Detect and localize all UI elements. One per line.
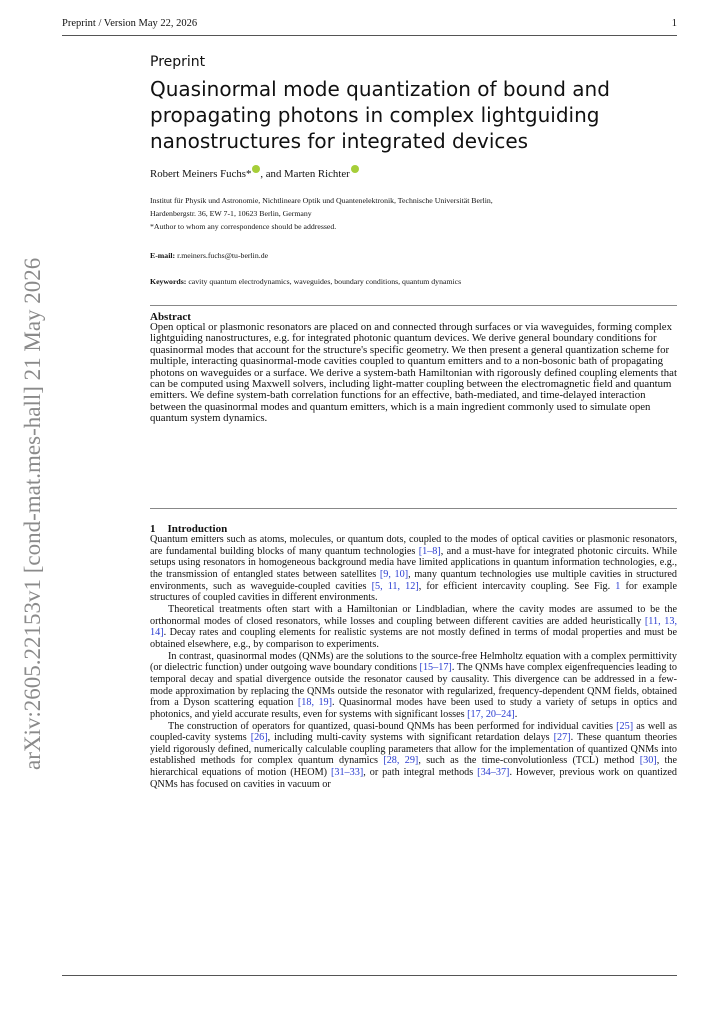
author-list bbox=[150, 165, 677, 180]
introduction-body bbox=[150, 534, 677, 790]
citation-link[interactable]: [17, 20–24] bbox=[467, 708, 515, 720]
affiliation bbox=[150, 194, 677, 233]
citation-link[interactable]: [34–37] bbox=[477, 767, 510, 779]
citation-link[interactable]: [15–17] bbox=[419, 662, 452, 674]
paragraph-text: In contrast, quasinormal modes (QNMs) are the solutions to the source-free Helmholtz equation with a complex permittivity (or dielectric function) under outgoing wave boundary conditions bbox=[150, 650, 677, 674]
author-name: Marten Richter bbox=[284, 168, 350, 180]
citation-link[interactable]: [11, 13, 14] bbox=[150, 615, 677, 639]
paragraph-text: Quantum emitters such as atoms, molecules, or quantum dots, coupled to the modes of optical cavities or plasmonic resonators, are fundamental building blocks of many quantum technologies bbox=[150, 534, 677, 557]
citation-link[interactable]: [26] bbox=[250, 732, 268, 744]
paragraph-text: , or path integral methods bbox=[363, 767, 478, 779]
running-header-text: Preprint / Version May 22, 2026 bbox=[62, 18, 198, 29]
citation-link[interactable]: [5, 11, 12] bbox=[371, 580, 419, 592]
paragraph-text: Theoretical treatments often start with a Hamiltonian or Lindbladian, where the cavity modes are assumed to be the orthonormal modes of closed resonators, while losses and coupling between different cavities are added heuristically bbox=[150, 603, 677, 627]
email-label: E-mail: bbox=[150, 251, 176, 260]
paragraph-text: , including multi-cavity systems with significant retardation delays bbox=[267, 732, 554, 744]
author-name: Robert Meiners Fuchs* bbox=[150, 168, 252, 180]
citation-link[interactable]: [9, 10] bbox=[379, 568, 409, 580]
paragraph-text: . However, previous work on quantized QNMs has focused on cavities in vacuum or bbox=[150, 767, 677, 790]
section-number: 1 bbox=[150, 523, 156, 535]
affiliation-line: Hardenbergstr. 36, EW 7-1, 10623 Berlin, Germany bbox=[150, 209, 312, 218]
citation-link[interactable]: 1 bbox=[615, 580, 621, 592]
paragraph-text: . bbox=[514, 708, 518, 720]
paper-title: Quasinormal mode quantization of bound and propagating photons in complex lightguiding nanostructures for integrated devices bbox=[150, 77, 610, 153]
email-line bbox=[150, 251, 677, 260]
abstract-text: Open optical or plasmonic resonators are placed on and connected through surfaces or via waveguides, forming complex lightguiding nanostructures, e.g. for integrated photonic quantum devices. We derive general boundary conditions for quasinormal modes that account for the structure's specific geometry. We then present a general quantization scheme for multiple, interacting quasinormal-mode cavities coupled to quantum emitters and to a non-bosonic bath of propagating photons on waveguides or a surface. We derive a system-bath Hamiltonian with rigorously defined coupling elements that can be computed using Maxwell solvers, including light-matter coupling between the electromagnetic field and quantum emitters. We define system-bath correlation functions for an effective, bath-mediated, and time-delayed interaction between the quasinormal modes and quantum emitters, which is a main ingredient commonly used to simulate open quantum system dynamics. bbox=[150, 321, 677, 425]
paragraph-text: , the hierarchical equations of motion (HEOM) bbox=[150, 755, 677, 779]
email-address[interactable]: r.meiners.fuchs@tu-berlin.de bbox=[177, 251, 269, 260]
keywords-label: Keywords: bbox=[150, 277, 187, 286]
keywords-list: cavity quantum electrodynamics, waveguides, boundary conditions, quantum dynamics bbox=[188, 277, 462, 286]
paragraph bbox=[150, 721, 677, 791]
orcid-icon[interactable] bbox=[351, 165, 359, 173]
page-number: 1 bbox=[671, 18, 677, 29]
paragraph-text: , such as the time-convolutionless (TCL) method bbox=[418, 755, 640, 767]
preprint-label: Preprint bbox=[150, 54, 206, 70]
affiliation-line: Institut für Physik und Astronomie, Nichtlineare Optik und Quantenelektronik, Technische Universität Berlin, bbox=[150, 196, 493, 205]
paragraph-text: . Quasinormal modes have been used to study a variety of setups in optics and photonics, and yield accurate results, even for systems with significant losses bbox=[150, 697, 678, 720]
arxiv-side-stamp: arXiv:2605.22153v1 [cond-mat.mes-hall] 21 May 2026 bbox=[20, 257, 45, 771]
section-title: Introduction bbox=[167, 523, 228, 535]
citation-link[interactable]: [28, 29] bbox=[383, 755, 419, 767]
paragraph-text: . These quantum theories yield rigorously defined, numerically calculable coupling parameters that allow for the implementation of quantized QNMs into established methods for complex quantum dynamics bbox=[150, 732, 677, 767]
citation-link[interactable]: [1–8] bbox=[418, 545, 441, 557]
citation-link[interactable]: [18, 19] bbox=[297, 697, 333, 709]
paragraph-text: . Decay rates and coupling elements for realistic systems are not mostly defined in terms of modal properties and must be obtained elsewhere, e.g., by comparison to experiments. bbox=[150, 627, 677, 650]
paragraph-text: , and a must-have for integrated photonic circuits. While setups using resonators in homogeneous background media have limited applications in quantum information technologies, e.g., the transmission of entangled states between satellites bbox=[150, 545, 677, 580]
citation-link[interactable]: [27] bbox=[553, 732, 571, 744]
abstract-top-divider bbox=[150, 305, 677, 306]
paragraph-text: The construction of operators for quantized, quasi-bound QNMs has been performed for individual cavities bbox=[168, 720, 617, 732]
paragraph-text: . The QNMs have complex eigenfrequencies leading to temporal decay and spatial divergence outside the resonator caused by causality. This divergence can be addressed in a few-mode approximation by replacing the QNMs outside the resonator with regularized, frequency-dependent QNM fields, obtained from a Dyson scattering equation bbox=[150, 662, 677, 709]
paragraph-text: , for efficient intercavity coupling. See Fig. bbox=[418, 580, 616, 592]
paragraph bbox=[150, 534, 677, 604]
abstract-bottom-divider bbox=[150, 508, 677, 509]
citation-link[interactable]: [30] bbox=[639, 755, 657, 767]
correspondence-note: *Author to whom any correspondence should be addressed. bbox=[150, 222, 337, 231]
paragraph-text: , many quantum technologies use multiple cavities in structured environments, such as waveguide-coupled cavities bbox=[150, 568, 677, 592]
running-header bbox=[62, 18, 677, 34]
paragraph bbox=[150, 651, 677, 721]
citation-link[interactable]: [31–33] bbox=[330, 767, 364, 779]
paragraph-text: as well as coupled-cavity systems bbox=[150, 720, 678, 744]
header-divider bbox=[62, 35, 677, 36]
footer-divider bbox=[62, 975, 677, 976]
paragraph bbox=[150, 604, 677, 651]
keywords-line bbox=[150, 277, 677, 286]
paragraph-text: for example structures of coupled cavities in different environments. bbox=[150, 580, 677, 604]
author-separator: , and bbox=[260, 168, 285, 180]
abstract-heading: Abstract bbox=[150, 311, 191, 323]
citation-link[interactable]: [25] bbox=[616, 720, 634, 732]
